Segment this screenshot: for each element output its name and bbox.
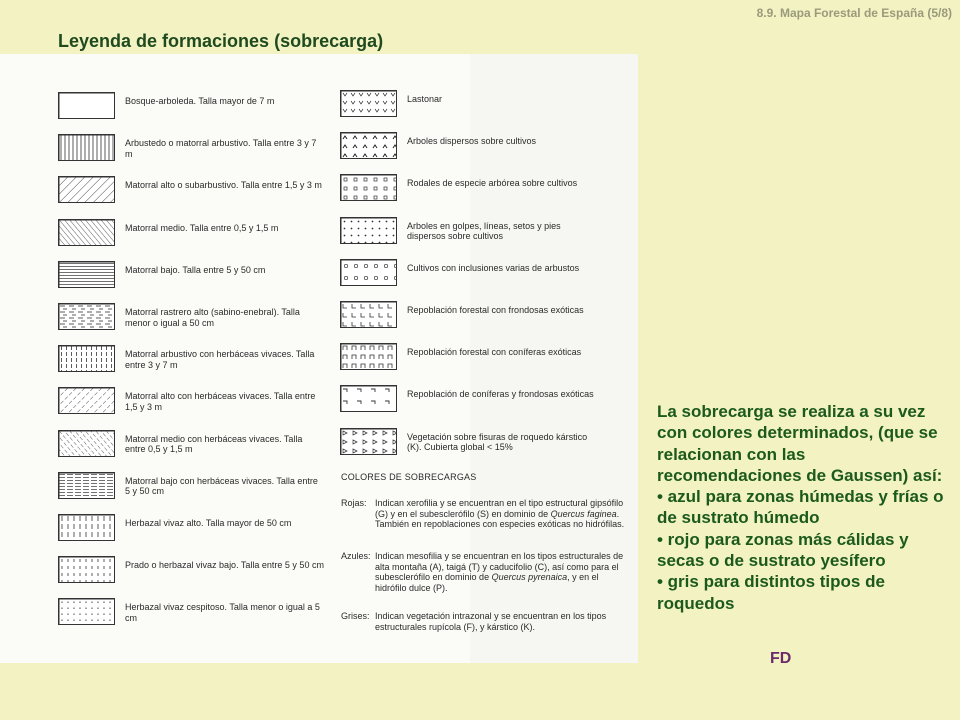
species-name: Quercus pyrenaica: [491, 572, 568, 582]
explanation-intro: La sobrecarga se realiza a su vez con colores determinados, (que se relacionan con las recomendaciones de Gaussen) así:: [657, 402, 943, 485]
dots-pattern-swatch: [340, 217, 397, 244]
legend-left-label: Arbustedo o matorral arbustivo. Talla entre 3 y 7 m: [125, 138, 317, 159]
legend-left-label: Prado o herbazal vivaz bajo. Talla entre 5 y 50 cm: [125, 560, 324, 571]
colors-header: COLORES DE SOBRECARGAS: [341, 472, 477, 482]
footer-initials: FD: [770, 650, 792, 667]
legend-right-label: Cultivos con inclusiones varias de arbustos: [407, 262, 580, 273]
corners-pattern-swatch: [340, 385, 397, 412]
horizontal-dashed-pattern-swatch: [58, 472, 115, 499]
diagonal-dense-pattern-swatch: [58, 219, 115, 246]
color-description: [375, 551, 625, 593]
slide-number: 8.9. Mapa Forestal de España (5/8): [756, 6, 952, 20]
color-description-text: Indican mesofilia y se encuentran en los tipos estructurales de alta montaña (A), taigá (T) y caducifolio (C), así como para el subesclerófilo en dominio de: [375, 551, 624, 582]
v-marks-pattern-swatch: [340, 90, 397, 117]
slide-title: Leyenda de formaciones (sobrecarga): [58, 31, 384, 51]
legend-right-label: Repoblación forestal con coníferas exóticas: [407, 347, 582, 358]
legend-left-label: Bosque-arboleda. Talla mayor de 7 m: [125, 96, 275, 106]
legend-left-label: Matorral bajo con herbáceas vivaces. Talla entre 5 y 50 cm: [125, 475, 318, 497]
bullet-red: • rojo para zonas más cálidas y secas o de sustrato yesífero: [657, 529, 909, 571]
legend-left-label: Matorral rastrero alto (sabino-enebral). Talla menor o igual a 50 cm: [125, 307, 300, 328]
horizontal-lines-pattern-swatch: [58, 261, 115, 288]
color-description-text: Indican vegetación intrazonal y se encuentran en los tipos estructurales rupícola (F), y kárstico (K).: [375, 611, 607, 632]
legend-right-label: Arboles dispersos sobre cultivos: [407, 136, 537, 147]
legend-left-label: Herbazal vivaz cespitoso. Talla menor o igual a 5 cm: [125, 602, 320, 623]
n-marks-pattern-swatch: [340, 343, 397, 370]
color-description-text: Indican xerofilia y se encuentran en el tipo estructural gipsófilo (G) y en el subesclerófilo (S) en dominio de: [375, 498, 624, 519]
tiny-ticks-pattern-swatch: [58, 598, 115, 625]
carets-pattern-swatch: [340, 132, 397, 159]
legend-left-label: Herbazal vivaz alto. Talla mayor de 50 cm: [125, 518, 292, 528]
legend-right-label: Vegetación sobre fisuras de roquedo kárstico (K). Cubierta global < 15%: [407, 431, 588, 453]
bullet-blue: • azul para zonas húmedas y frías o de sustrato húmedo: [657, 487, 944, 528]
squares-pattern-swatch: [340, 174, 397, 201]
legend-right-label: Repoblación de coníferas y frondosas exóticas: [407, 389, 594, 400]
color-description: [375, 611, 625, 632]
color-description-text: . También en repoblaciones con especies exóticas no hidrófilas.: [375, 508, 625, 529]
color-key: Rojas:: [341, 498, 367, 508]
legend-right-label: Arboles en golpes, líneas, setos y pies dispersos sobre cultivos: [407, 220, 561, 242]
circles-pattern-swatch: [340, 259, 397, 286]
triangles-pattern-swatch: [340, 428, 397, 455]
legend-left-label: Matorral arbustivo con herbáceas vivaces. Talla entre 3 y 7 m: [125, 349, 315, 370]
explanation-text: [657, 401, 947, 614]
u-marks-pattern-swatch: [340, 301, 397, 328]
legend-right-label: Repoblación forestal con frondosas exóticas: [407, 305, 584, 315]
legend-left-label: Matorral medio con herbáceas vivaces. Talla entre 0,5 y 1,5 m: [125, 433, 303, 455]
vertical-lines-pattern-swatch: [58, 134, 115, 161]
vertical-dashed-pattern-swatch: [58, 345, 115, 372]
species-name: Quercus faginea: [550, 508, 617, 519]
legend-left-label: Matorral alto con herbáceas vivaces. Talla entre 1,5 y 3 m: [125, 391, 316, 412]
color-description: [375, 498, 625, 530]
color-key: Grises:: [341, 611, 370, 621]
color-description-text: , y en el hidrófilo dulce (P).: [375, 572, 599, 593]
diagonal-dense-dashed-pattern-swatch: [58, 430, 115, 457]
scanned-legend-image: [0, 54, 638, 663]
legend-left-label: Matorral medio. Talla entre 0,5 y 1,5 m: [125, 222, 279, 233]
plain-pattern-swatch: [58, 92, 115, 119]
color-key: Azules:: [341, 551, 371, 561]
diagonal-lines-pattern-swatch: [58, 176, 115, 203]
legend-left-label: Matorral bajo. Talla entre 5 y 50 cm: [125, 264, 266, 275]
legend-left-label: Matorral alto o subarbustivo. Talla entre 1,5 y 3 m: [125, 180, 322, 191]
legend-right-label: Lastonar: [407, 94, 443, 104]
legend-right-label: Rodales de especie arbórea sobre cultivos: [407, 178, 578, 189]
bullet-grey: • gris para distintos tipos de roquedos: [657, 572, 885, 613]
diagonal-dashed-pattern-swatch: [58, 387, 115, 414]
vertical-ticks-pattern-swatch: [58, 514, 115, 541]
horizontal-marks-pattern-swatch: [58, 303, 115, 330]
short-ticks-pattern-swatch: [58, 556, 115, 583]
